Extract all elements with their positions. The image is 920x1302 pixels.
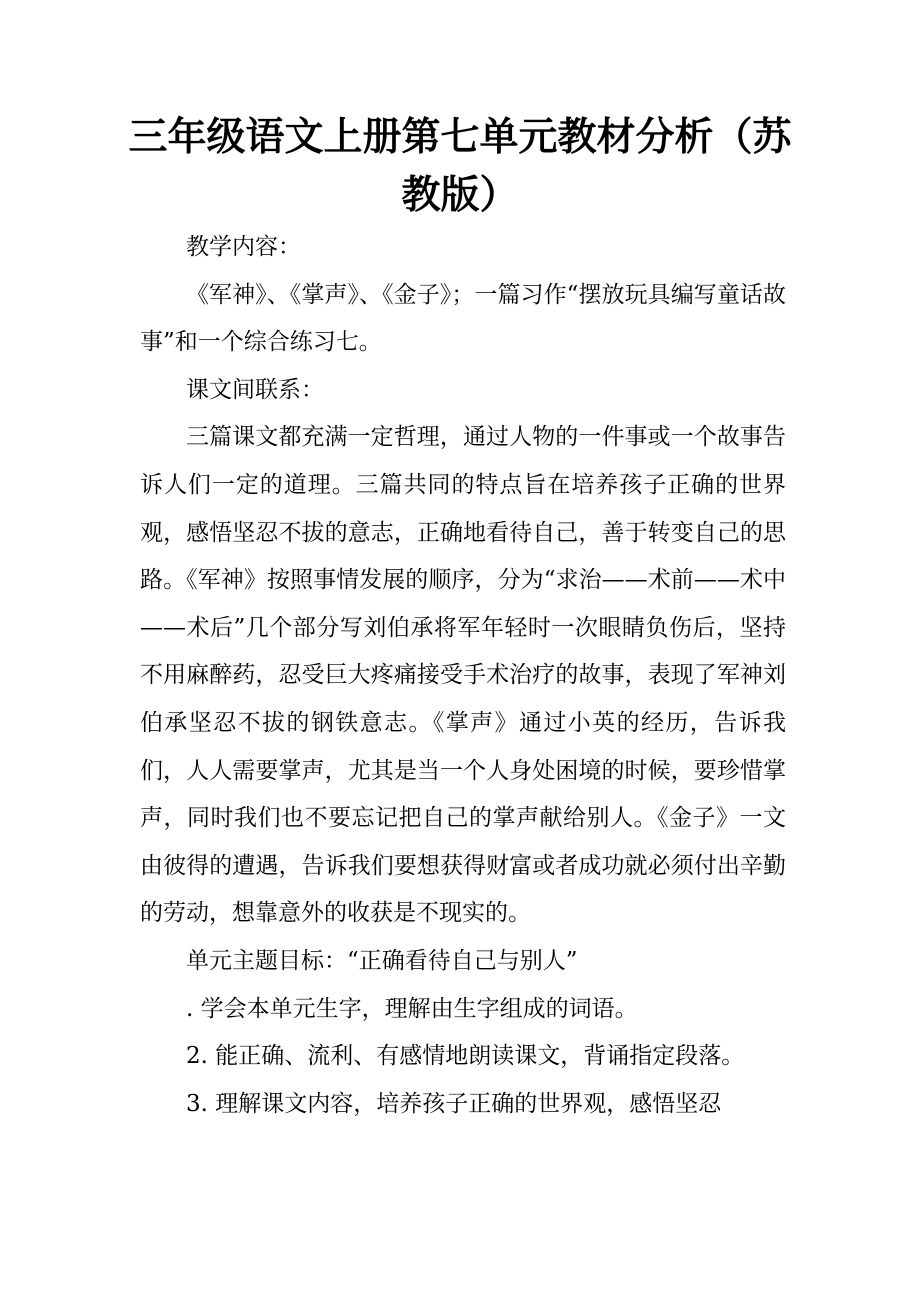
document-body — [140, 224, 786, 1128]
goal-item-1: . 学会本单元生字，理解由生字组成的词语。 — [186, 995, 638, 1022]
goal-item-2: 2. 能正确、流利、有感情地朗读课文，背诵指定段落。 — [186, 1043, 745, 1070]
section-heading-text-connections: 课文间联系： — [186, 376, 324, 403]
paragraph-text-connections: 三篇课文都充满一定哲理，通过人物的一件事或一个故事告诉人们一定的道理。三篇共同的特点旨在培养孩子正确的世界观，感悟坚忍不拔的意志，正确地看待自己，善于转变自己的思路。《军神》按照事情发展的顺序，分为“求治——术前——术中——术后”几个部分写刘伯承将军年轻时一次眼睛负伤后，坚持不用麻醉药，忍受巨大疼痛接受手术治疗的故事，表现了军神刘伯承坚忍不拔的钢铁意志。《掌声》通过小英的经历，告诉我们，人人需要掌声，尤其是当一个人身处困境的时候，要珍惜掌声，同时我们也不要忘记把自己的掌声献给别人。《金子》一文由彼得的遭遇，告诉我们要想获得财富或者成功就必须付出辛勤的劳动，想靠意外的收获是不现实的。 — [140, 424, 786, 927]
document-title: 三年级语文上册第七单元教材分析（苏教版） — [128, 114, 792, 218]
section-heading-teaching-content: 教学内容： — [186, 234, 301, 260]
goal-item-3: 3. 理解课文内容，培养孩子正确的世界观，感悟坚忍 — [186, 1090, 722, 1117]
paragraph-teaching-content: 《军神》、《掌声》、《金子》；一篇习作“摆放玩具编写童话故事”和一个综合练习七。 — [140, 281, 786, 356]
section-heading-unit-goal: 单元主题目标：“正确看待自己与别人” — [186, 947, 578, 974]
